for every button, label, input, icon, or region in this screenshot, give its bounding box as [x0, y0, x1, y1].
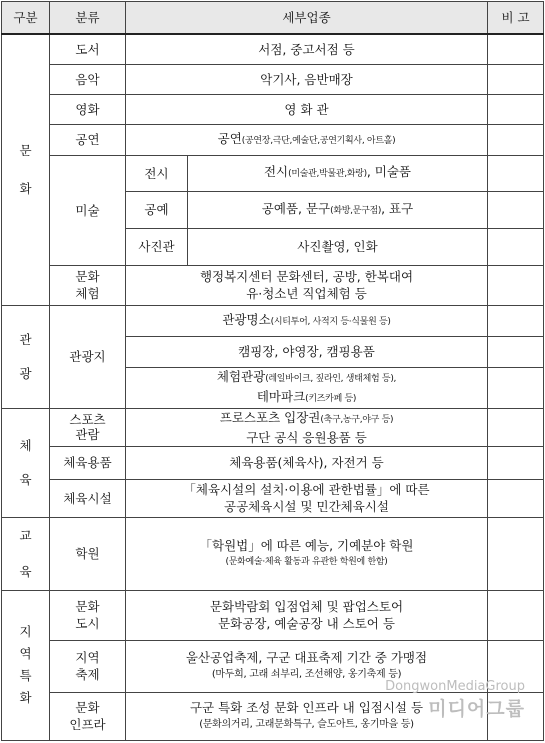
cat-spectate: 스포츠 관람 — [50, 408, 126, 446]
header-bigo: 비 고 — [488, 2, 544, 35]
detail-tour-3-a: 체험관광 — [216, 368, 266, 384]
note-perf — [488, 124, 544, 155]
note-city — [488, 590, 544, 640]
note-facility — [488, 479, 544, 517]
note-academy — [488, 517, 544, 590]
note-tour-2 — [488, 336, 544, 367]
detail-festival-line1: 울산공업축제, 구군 대표축제 기간 중 가맹점 — [185, 650, 428, 665]
sub-photo: 사진관 — [126, 228, 188, 265]
detail-spectate — [126, 408, 488, 446]
header-gubun: 구분 — [2, 2, 50, 35]
detail-goods: 체육용품(체육사), 자전거 등 — [126, 446, 488, 479]
detail-perf-paren: (공연장,극단,예술단,공연기획사, 아트홀) — [241, 135, 396, 146]
detail-facility-line1: 「체육시설의 설치·이용에 관한법률」에 따른 — [183, 482, 430, 497]
cat-city: 문화 도시 — [50, 590, 126, 640]
header-bunryu: 분류 — [50, 2, 126, 35]
detail-tour-3 — [126, 367, 488, 408]
note-exhib — [488, 155, 544, 191]
sub-craft: 공예 — [126, 191, 188, 228]
detail-craft-paren: (화방,문구점) — [330, 205, 382, 216]
detail-exhib-c: , 미술품 — [366, 164, 412, 179]
note-photo — [488, 228, 544, 265]
group-education: 교 육 — [2, 517, 50, 590]
detail-infra — [126, 692, 488, 740]
detail-perf — [126, 124, 488, 155]
detail-festival — [126, 640, 488, 692]
detail-tour-1-a: 관광명소 — [222, 311, 271, 327]
detail-city — [126, 590, 488, 640]
note-goods — [488, 446, 544, 479]
note-tour-3 — [488, 367, 544, 408]
detail-exhib-paren: (미술관,박물관,화랑) — [288, 169, 367, 179]
detail-exhib — [188, 155, 488, 191]
sub-exhib: 전시 — [126, 155, 188, 191]
detail-tour-1 — [126, 305, 488, 336]
detail-festival-line2: (마두희, 고래 쇠부리, 조선해양, 옹기축제 등) — [211, 669, 402, 680]
cat-facility: 체육시설 — [50, 479, 126, 517]
detail-academy-line1: 「학원법」에 따른 예능, 기예분야 학원 — [199, 537, 414, 553]
note-experience — [488, 265, 544, 305]
detail-experience — [126, 265, 488, 305]
cat-music: 음악 — [50, 64, 126, 94]
detail-spectate-paren: (축구,농구,야구 등) — [320, 414, 394, 425]
note-infra — [488, 692, 544, 740]
detail-city-line2: 문화공장, 예술공장 내 스토어 등 — [218, 616, 395, 631]
cat-art: 미술 — [50, 155, 126, 265]
watermark-ko: 미디어그룹 — [428, 698, 525, 720]
note-spectate — [488, 408, 544, 446]
detail-spectate-a: 프로스포츠 입장권 — [219, 409, 321, 425]
detail-experience-line2: 유·청소년 직업체험 등 — [246, 286, 367, 301]
detail-tour-3-c: 테마파크 — [256, 388, 306, 404]
detail-academy — [126, 517, 488, 590]
cat-experience: 문화 체험 — [50, 265, 126, 305]
note-tour-1 — [488, 305, 544, 336]
detail-film: 영 화 관 — [126, 94, 488, 124]
detail-craft-c: , 표구 — [381, 200, 414, 216]
detail-tour-3-paren2: (키즈카페 등) — [305, 393, 357, 404]
detail-infra-line2: (문화의거리, 고래문화특구, 슬도아트, 옹기마을 등) — [199, 719, 414, 730]
cat-festival: 지역 축제 — [50, 640, 126, 692]
detail-city-line1: 문화박람회 입점업체 및 팝업스토어 — [209, 599, 404, 614]
note-film — [488, 94, 544, 124]
detail-experience-line1: 행정복지센터 문화센터, 공방, 한복대여 — [199, 269, 414, 284]
cat-film: 영화 — [50, 94, 126, 124]
detail-facility-line2: 공공체육시설 및 민간체육시설 — [224, 499, 389, 514]
detail-infra-line1: 구군 특화 조성 문화 인프라 내 입점시설 등 — [189, 700, 424, 715]
detail-tour-1-paren: (시티투어, 사적지 등·식물원 등) — [270, 316, 391, 327]
watermark-en: DongwonMediaGroup — [385, 679, 525, 694]
note-festival — [488, 640, 544, 692]
cat-infra: 문화 인프라 — [50, 692, 126, 740]
group-sports: 체 육 — [2, 408, 50, 517]
detail-books: 서점, 중고서점 등 — [126, 34, 488, 64]
cat-tour: 관광지 — [50, 305, 126, 408]
detail-photo: 사진촬영, 인화 — [188, 228, 488, 265]
detail-perf-main: 공연 — [217, 130, 242, 146]
note-books — [488, 34, 544, 64]
business-category-table — [1, 1, 544, 741]
detail-academy-line2: (문화예술·체육 활동과 유관한 학원에 한함) — [225, 556, 388, 567]
detail-facility — [126, 479, 488, 517]
detail-exhib-a: 전시 — [263, 164, 289, 179]
group-tourism: 관 광 — [2, 305, 50, 408]
note-craft — [488, 191, 544, 228]
detail-craft — [188, 191, 488, 228]
cat-goods: 체육용품 — [50, 446, 126, 479]
cat-books: 도서 — [50, 34, 126, 64]
group-regional: 지 역 특 화 — [2, 590, 50, 740]
header-sebu: 세부업종 — [126, 2, 488, 35]
detail-craft-a: 공예품, 문구 — [261, 200, 331, 216]
detail-spectate-line2: 구단 공식 응원용품 등 — [246, 429, 367, 445]
detail-music: 악기사, 음반매장 — [126, 64, 488, 94]
detail-tour-3-paren: (레일바이크, 짚라인, 생태체험 등), — [265, 373, 397, 384]
cat-perf: 공연 — [50, 124, 126, 155]
group-culture: 문 화 — [2, 34, 50, 305]
detail-tour-2: 캠핑장, 야영장, 캠핑용품 — [126, 336, 488, 367]
note-music — [488, 64, 544, 94]
cat-academy: 학원 — [50, 517, 126, 590]
